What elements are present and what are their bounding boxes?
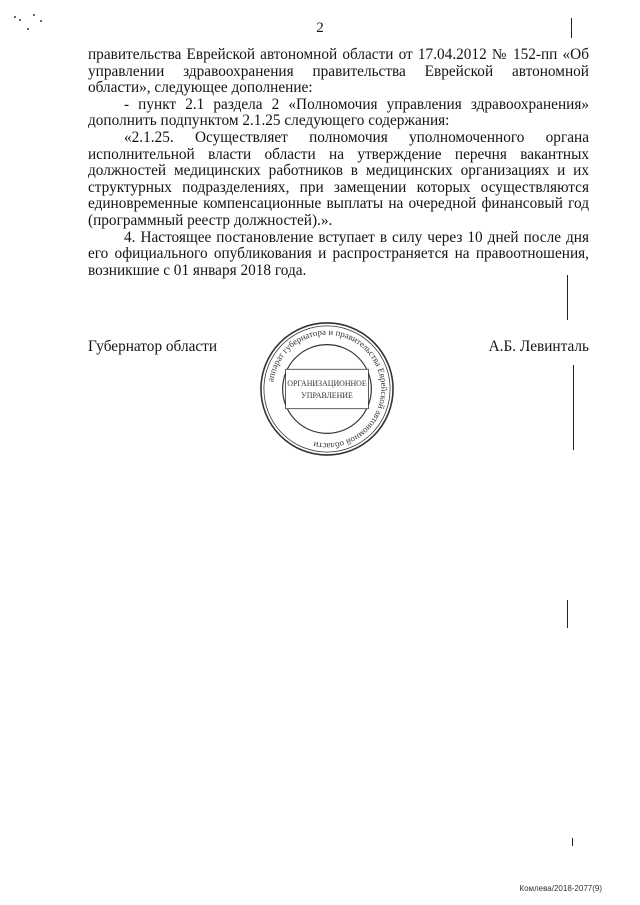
stamp-center-line-2: УПРАВЛЕНИЕ — [301, 390, 353, 400]
body-text — [88, 47, 589, 279]
paragraph: - пункт 2.1 раздела 2 «Полномочия управления здравоохранения» дополнить подпунктом 2.1.25 следующего содержания: — [88, 95, 589, 130]
scan-artifact — [567, 600, 568, 628]
page-number: 2 — [316, 20, 324, 36]
signatory-name: А.Б. Левинталь — [488, 338, 589, 355]
scan-artifact — [567, 275, 568, 320]
stamp-center-frame — [286, 369, 369, 408]
paragraph: «2.1.25. Осуществляет полномочия уполномоченного органа исполнительной власти области на утверждение перечня вакантных должностей медицинских работников в медицинских организациях и их структурных подразделениях, при замещении которых осуществляются единовременные компенсационные выплаты на очередной финансовый год (программный реестр должностей).». — [88, 128, 589, 229]
scan-artifact — [572, 838, 573, 846]
paragraph: правительства Еврейской автономной области от 17.04.2012 № 152-пп «Об управлении здравоохранения правительства Еврейской автономной области», следующее дополнение: — [88, 46, 589, 97]
scan-artifact — [14, 16, 16, 18]
stamp-center-line-1: ОРГАНИЗАЦИОННОЕ — [287, 379, 367, 389]
scan-artifact — [573, 365, 574, 450]
stamp-outer-text: аппарат губернатора и правительства Еврейской автономной области — [265, 326, 390, 452]
signatory-position: Губернатор области — [88, 338, 218, 355]
document-footer-code: Комлева/2018-2077(9) — [519, 884, 602, 893]
paragraph: 4. Настоящее постановление вступает в силу через 10 дней после дня его официального опубликования и распространяется на правоотношения, возникшие с 01 января 2018 года. — [88, 228, 589, 279]
scan-artifact — [33, 14, 35, 16]
official-stamp — [258, 320, 396, 458]
